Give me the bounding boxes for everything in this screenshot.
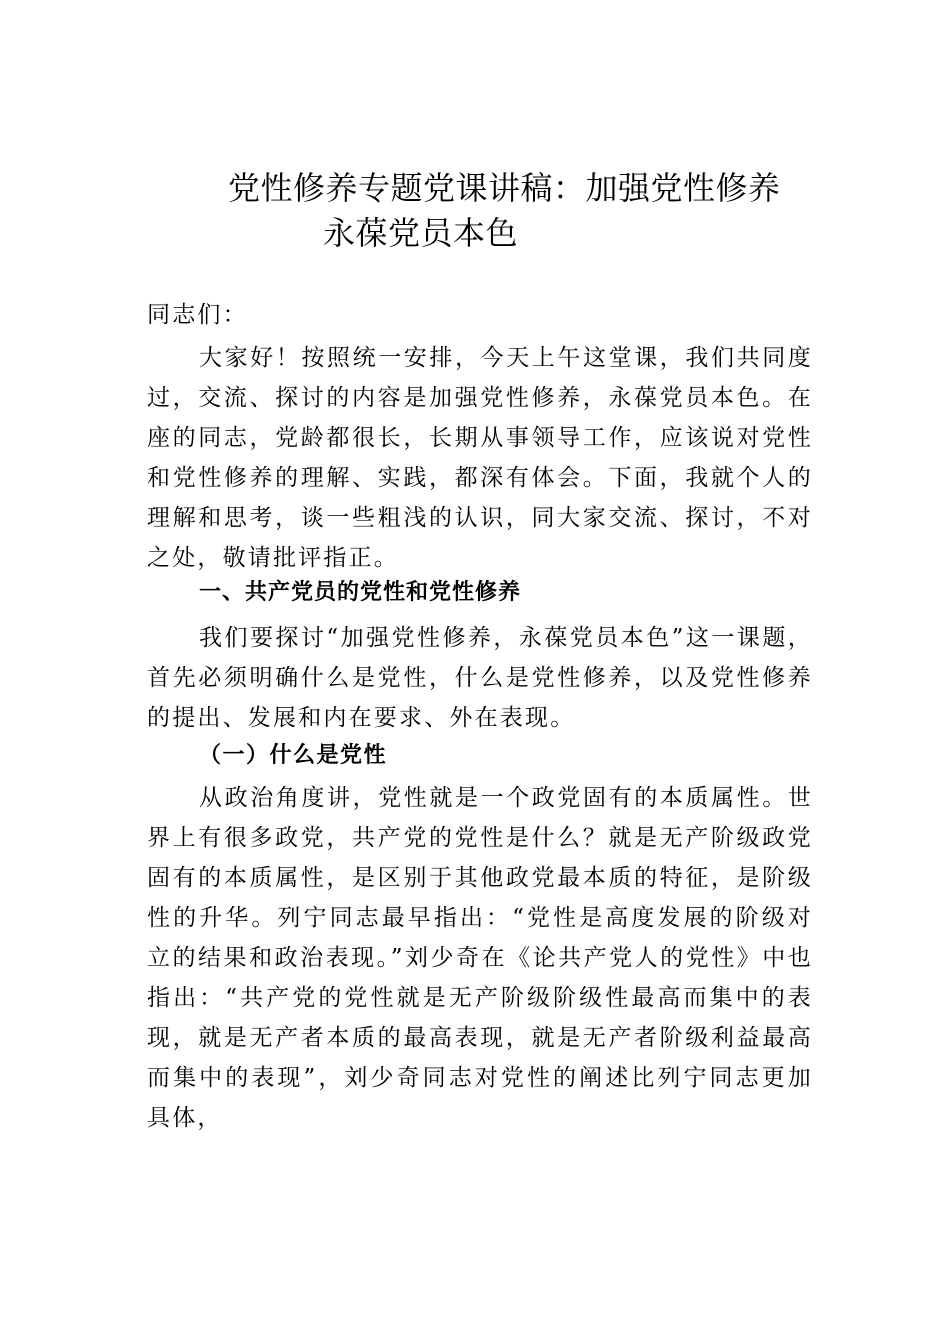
paragraph-subsection-1: 从政治角度讲，党性就是一个政党固有的本质属性。世界上有很多政党，共产党的党性是什么？就是无产阶级政党固有的本质属性，是区别于其他政党最本质的特征，是阶级性的升华。列宁同志最早指出：“党性是高度发展的阶级对立的结果和政治表现。”刘少奇在《论共产党人的党性》中也指出：“共产党的党性就是无产阶级阶级性最高而集中的表现，就是无产者本质的最高表现，就是无产者阶级利益最高而集中的表现”，刘少奇同志对党性的阐述比列宁同志更加具体， bbox=[147, 785, 813, 1131]
paragraph-intro: 大家好！按照统一安排，今天上午这堂课，我们共同度过，交流、探讨的内容是加强党性修养，永葆党员本色。在座的同志，党龄都很长，长期从事领导工作，应该说对党性和党性修养的理解、实践，都深有体会。下面，我就个人的理解和思考，谈一些粗浅的认识，同大家交流、探讨，不对之处，敬请批评指正。 bbox=[147, 345, 813, 571]
document-title-line-1: 党性修养专题党课讲稿：加强党性修养 bbox=[228, 169, 781, 207]
salutation: 同志们： bbox=[147, 302, 248, 328]
document-title-line-2: 永葆党员本色 bbox=[323, 214, 519, 252]
subsection-heading-1: （一）什么是党性 bbox=[199, 742, 388, 768]
section-heading-1: 一、共产党员的党性和党性修养 bbox=[199, 580, 522, 605]
paragraph-section-1: 我们要探讨“加强党性修养，永葆党员本色”这一课题，首先必须明确什么是党性，什么是党性修养，以及党性修养的提出、发展和内在要求、外在表现。 bbox=[147, 625, 813, 731]
